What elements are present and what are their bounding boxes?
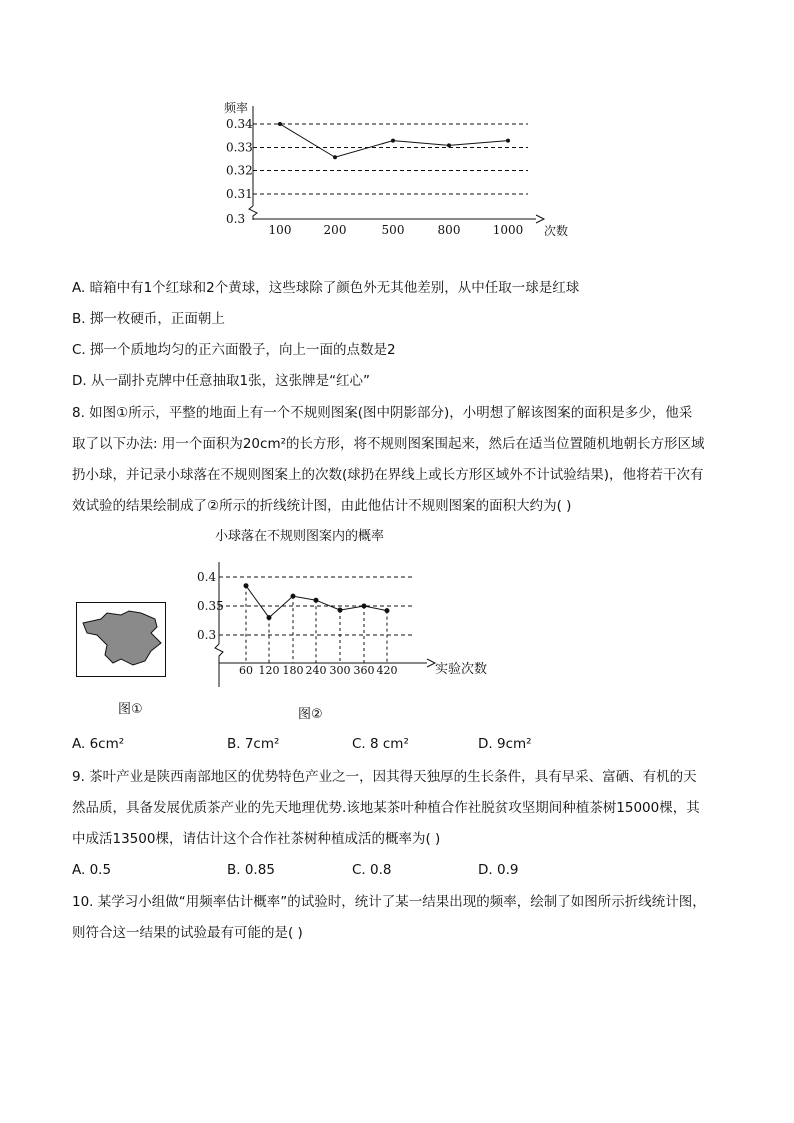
chart1-x-tick-label: 100 [268, 223, 292, 237]
figure1-rectangle [76, 602, 166, 677]
chart2-title: 小球落在不规则图案内的概率 [215, 529, 385, 544]
chart1-x-arrow [536, 215, 544, 223]
chart2-y-tick-label: 0.4 [197, 570, 217, 584]
chart1-axis-break [249, 206, 257, 220]
chart2-x-label: 实验次数 [435, 662, 488, 677]
q9-stem-line-1: 9. 茶叶产业是陕西南部地区的优势特色产业之一，因其得天独厚的生长条件，具有早采、富硒、有机的天 [72, 769, 697, 785]
chart2-x-tick-label: 360 [353, 664, 375, 677]
chart1-y-tick-label: 0.3 [226, 212, 246, 226]
q8-stem-line-3: 扔小球，并记录小球落在不规则图案上的次数(球扔在界线上或长方形区域外不计试验结果)，他将若干次有 [72, 467, 704, 483]
chart2-data-point [385, 608, 390, 613]
irregular-shape [77, 603, 165, 676]
chart2-y-tick-label: 0.35 [197, 599, 224, 613]
chart1-x-tick-label: 200 [323, 223, 347, 237]
q9-option-d: D. 0.9 [478, 862, 519, 878]
chart1-data-point [391, 139, 395, 143]
q7-option-c: C. 掷一个质地均匀的正六面骰子，向上一面的点数是2 [72, 342, 396, 358]
q8-stem-line-2: 取了以下办法: 用一个面积为20cm²的长方形，将不规则图案围起来，然后在适当位置随机地朝长方形区域 [72, 436, 705, 452]
chart1-data-point [278, 122, 282, 126]
chart1-gridlines [253, 124, 528, 194]
q8-option-c: C. 8 cm² [352, 736, 409, 752]
chart1-data-point [333, 155, 337, 159]
chart2-axis-break [215, 644, 223, 687]
chart1-y-tick-label: 0.32 [226, 163, 253, 178]
chart2-gridlines [219, 577, 413, 663]
q7-option-a: A. 暗箱中有1个红球和2个黄球，这些球除了颜色外无其他差别，从中任取一球是红球 [72, 280, 580, 296]
q9-option-a: A. 0.5 [72, 862, 112, 878]
q7-option-b: B. 掷一枚硬币，正面朝上 [72, 311, 225, 327]
chart2-data-point [314, 598, 319, 603]
chart2-data-point [362, 604, 367, 609]
q9-stem-line-3: 中成活13500棵，请估计这个合作社茶树种植成活的概率为( ) [72, 831, 441, 847]
chart2-data-point [291, 594, 296, 599]
chart2-x-tick-label: 240 [305, 664, 327, 677]
chart2-x-tick-label: 300 [329, 664, 351, 677]
chart2-y-tick-label: 0.3 [197, 628, 217, 642]
q8-option-d: D. 9cm² [478, 736, 532, 752]
q10-stem-line-1: 10. 某学习小组做“用频率估计概率”的试验时，统计了某一结果出现的频率，绘制了如图所示折线统计图， [72, 894, 706, 910]
q9-option-c: C. 0.8 [352, 862, 392, 878]
q8-stem-line-4: 效试验的结果绘制成了②所示的折线统计图，由此他估计不规则图案的面积大约为( ) [72, 498, 572, 514]
chart1-x-tick-label: 1000 [492, 223, 524, 237]
probability-line-chart [195, 522, 505, 727]
chart2-caption: 图② [298, 707, 323, 722]
chart1-y-tick-label: 0.33 [226, 140, 253, 155]
chart2-x-tick-label: 60 [239, 664, 253, 677]
frequency-line-chart [218, 98, 578, 243]
q8-stem-line-1: 8. 如图①所示，平整的地面上有一个不规则图案(图中阴影部分)，小明想了解该图案的面积是多少，他采 [72, 405, 693, 421]
chart2-x-tick-label: 180 [282, 664, 304, 677]
chart1-x-label: 次数 [544, 224, 569, 238]
q8-option-a: A. 6cm² [72, 736, 125, 752]
chart2-x-arrow [427, 659, 435, 667]
q10-stem-line-2: 则符合这一结果的试验最有可能的是( ) [72, 925, 303, 941]
chart1-y-label: 频率 [224, 101, 249, 115]
figure1-caption: 图① [118, 702, 143, 717]
chart2-x-tick-label: 420 [376, 664, 398, 677]
chart2-data-point [338, 608, 343, 613]
chart1-y-tick-label: 0.31 [226, 187, 253, 201]
q9-stem-line-2: 然品质，具备发展优质茶产业的先天地理优势.该地某茶叶种植合作社脱贫攻坚期间种植茶树15000棵，其 [72, 800, 700, 816]
chart1-data-point [506, 139, 510, 143]
chart1-x-tick-label: 500 [381, 223, 405, 237]
chart1-y-tick-label: 0.34 [226, 117, 253, 131]
q7-option-d: D. 从一副扑克牌中任意抽取1张，这张牌是“红心” [72, 373, 371, 389]
chart2-data-point [267, 615, 272, 620]
chart1-x-tick-label: 800 [437, 223, 461, 237]
chart2-x-tick-label: 120 [258, 664, 280, 677]
chart2-data-point [244, 583, 249, 588]
q8-option-b: B. 7cm² [227, 736, 280, 752]
q9-option-b: B. 0.85 [227, 862, 275, 878]
chart1-data-point [447, 143, 451, 147]
